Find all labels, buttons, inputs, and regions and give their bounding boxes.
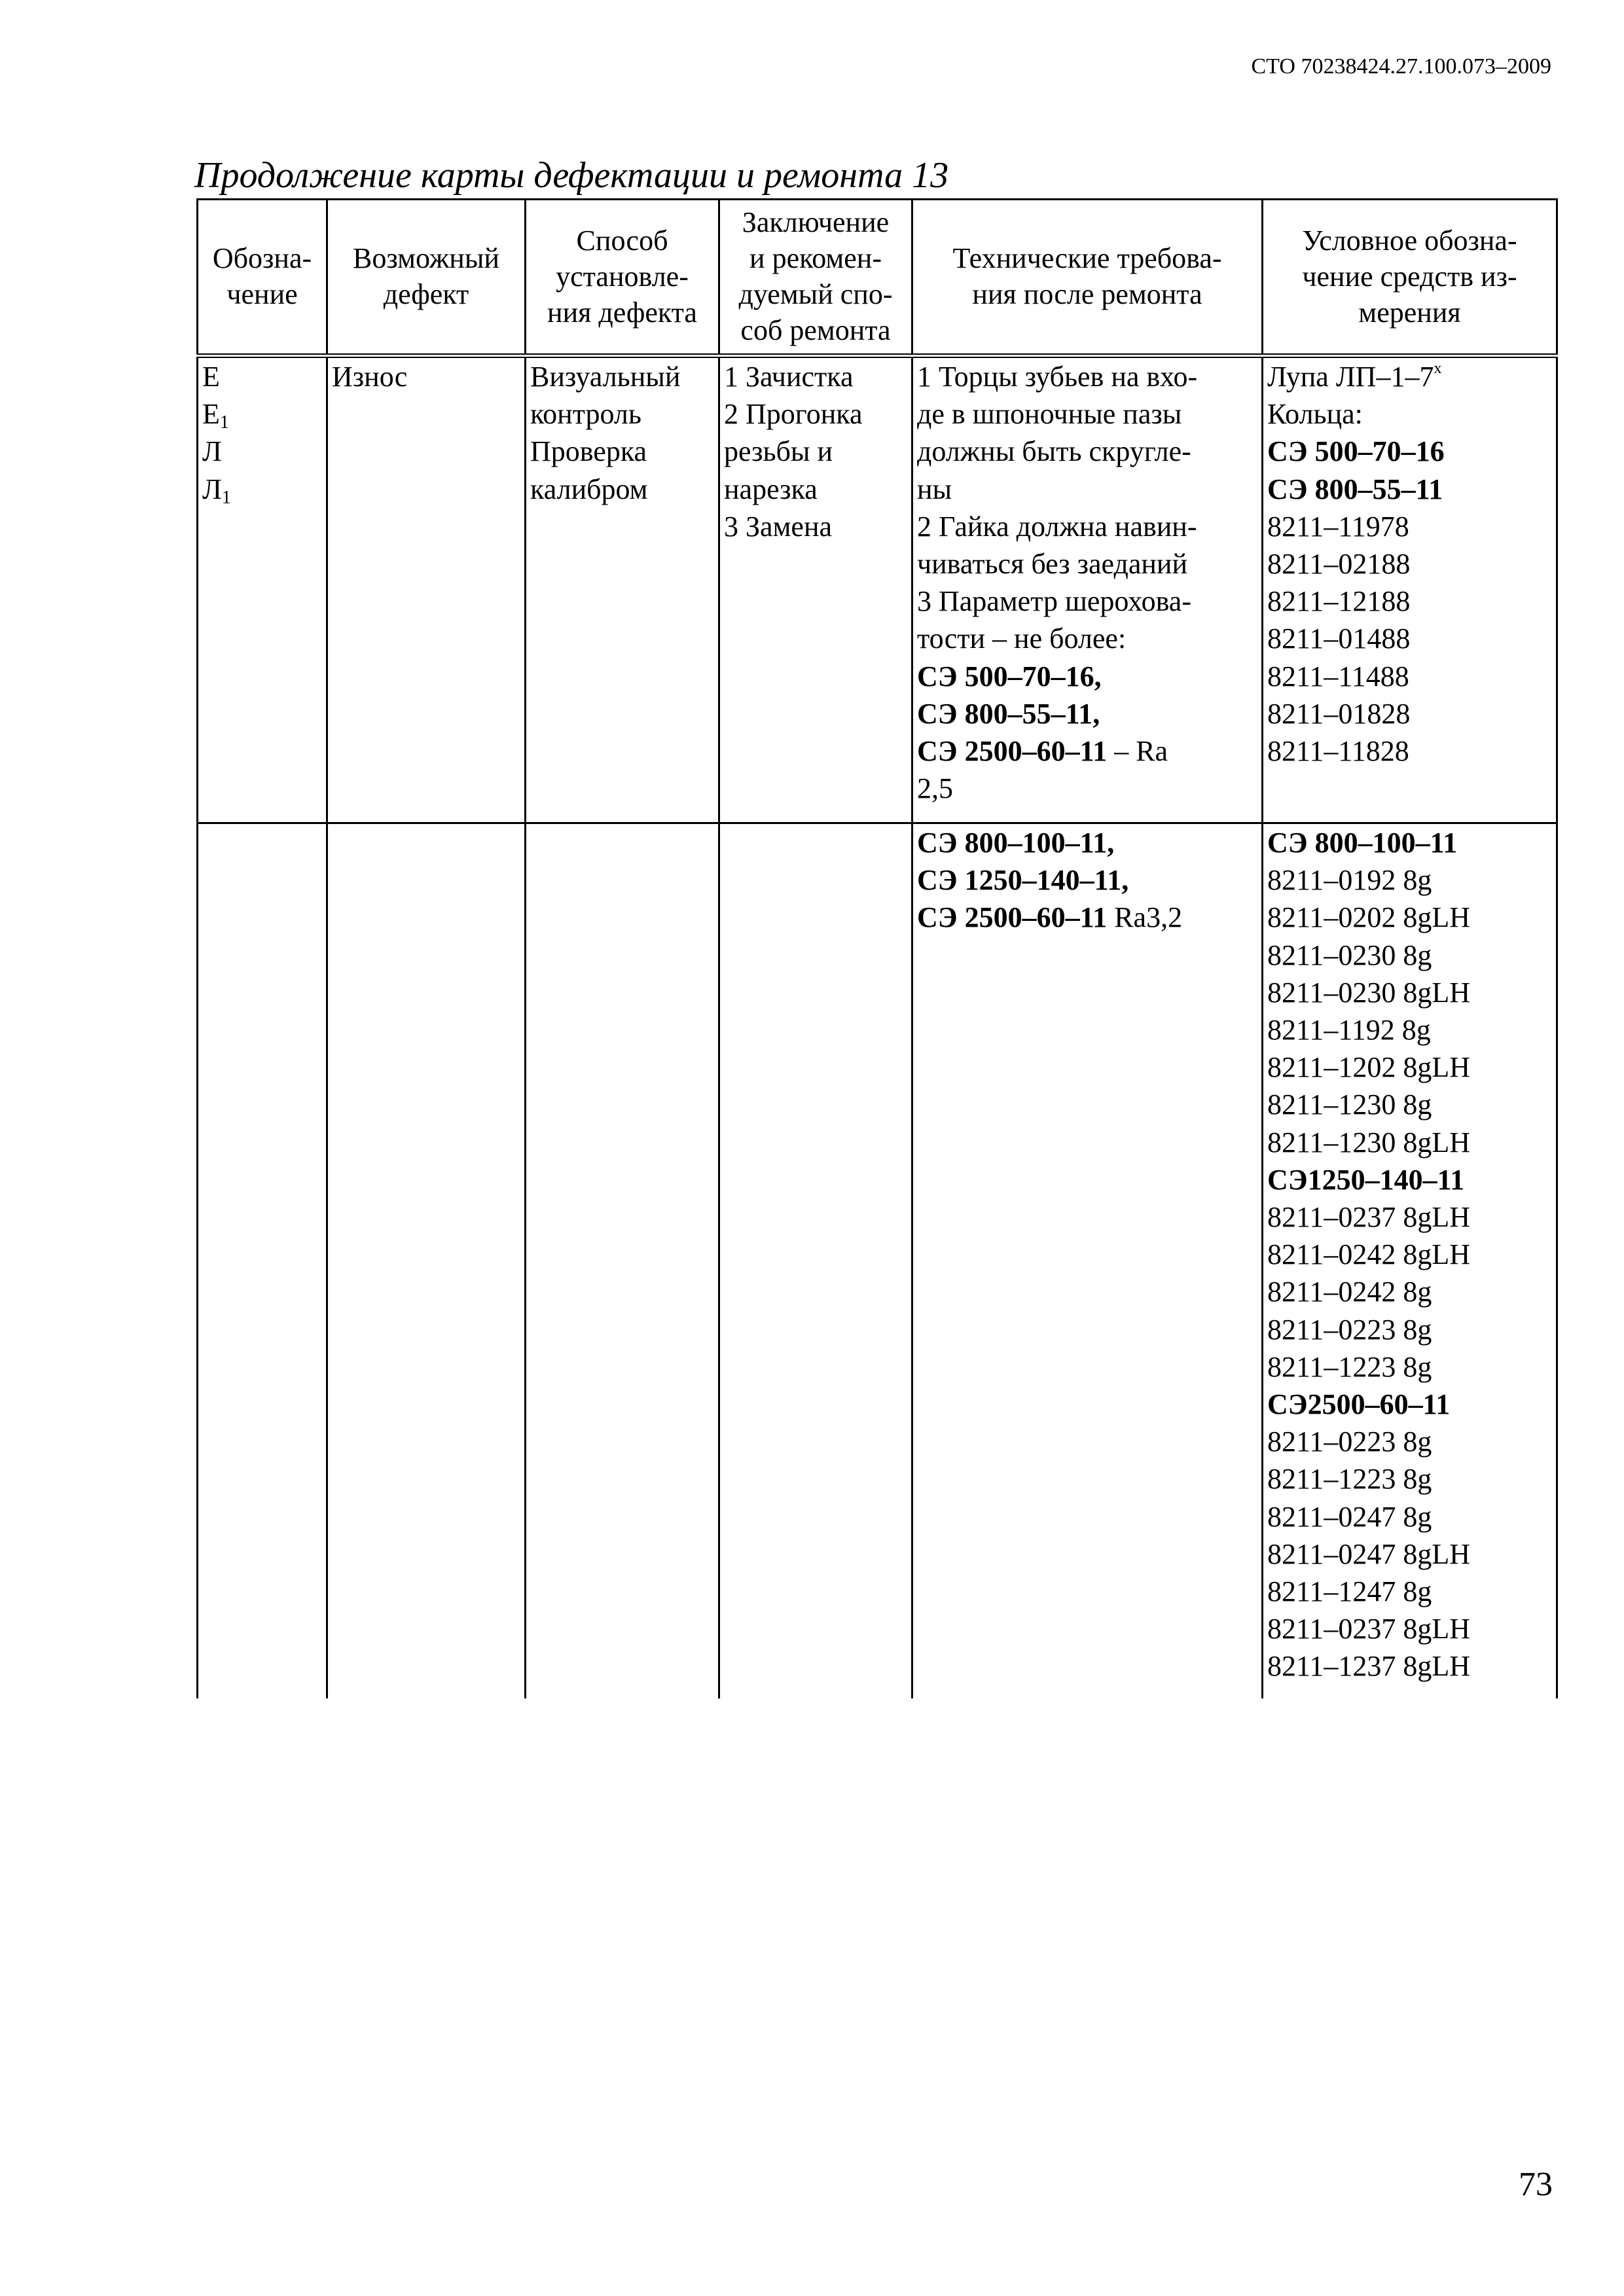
repair-line: 3 Замена	[724, 510, 833, 543]
requirement-line: должны быть скругле-	[917, 435, 1191, 468]
instrument-code: 8211–01828	[1267, 697, 1411, 730]
instrument-code: 8211–0247 8gLH	[1267, 1537, 1471, 1570]
instrument-code: 8211–1230 8g	[1267, 1088, 1432, 1121]
table-caption: Продолжение карты дефектации и ремонта 13	[194, 155, 949, 196]
defect-text: Износ	[332, 361, 408, 393]
instrument-code: 8211–02188	[1267, 548, 1411, 581]
header-designation	[198, 200, 327, 356]
requirement-standard: СЭ 800–55–11,	[917, 697, 1100, 730]
requirement-standard: СЭ 1250–140–11,	[917, 864, 1129, 897]
method-line: контроль	[530, 398, 641, 431]
designation-e: Е	[202, 361, 220, 393]
instrument-standard: СЭ1250–140–11	[1267, 1163, 1465, 1196]
header-line: и рекомен-	[749, 242, 882, 274]
cell-defect	[327, 356, 526, 823]
instrument-code: 8211–0223 8g	[1267, 1426, 1432, 1458]
header-line: Способ	[576, 224, 668, 257]
instrument-code: 8211–11828	[1267, 735, 1409, 768]
cell-defect	[327, 823, 526, 1699]
instrument-code: 8211–01488	[1267, 622, 1411, 655]
header-line: установле-	[556, 260, 689, 293]
requirement-line: 3 Параметр шерохова-	[917, 585, 1191, 618]
repair-line: 1 Зачистка	[724, 361, 854, 393]
cell-repair-conclusion	[719, 823, 912, 1699]
instrument-code: 8211–1237 8gLH	[1267, 1650, 1471, 1683]
cell-repair-conclusion	[719, 356, 912, 823]
instrument-code: 8211–1223 8g	[1267, 1350, 1432, 1383]
header-line: ния дефекта	[547, 296, 697, 329]
header-line: Заключение	[742, 206, 890, 238]
cell-measuring-instruments	[1263, 823, 1557, 1699]
header-line: Обозна-	[212, 242, 312, 274]
instrument-code: 8211–0242 8g	[1267, 1276, 1432, 1308]
header-line: дуемый спо-	[738, 278, 893, 310]
instrument-code: 8211–1223 8g	[1267, 1463, 1432, 1496]
instrument-rings-label: Кольца:	[1267, 398, 1363, 431]
requirement-standard-bold: СЭ 2500–60–11	[917, 735, 1108, 768]
instrument-code: 8211–11978	[1267, 510, 1409, 543]
instrument-code: 8211–1247 8g	[1267, 1575, 1432, 1608]
requirement-standard: СЭ 500–70–16,	[917, 660, 1102, 692]
defect-repair-table	[196, 198, 1558, 1698]
cell-technical-requirements	[912, 356, 1263, 823]
repair-line: 2 Прогонка	[724, 398, 863, 431]
header-line: ния после ремонта	[972, 278, 1202, 310]
instrument-code: 8211–0242 8gLH	[1267, 1238, 1471, 1271]
instrument-loupe	[1267, 358, 1552, 395]
header-line: соб ремонта	[740, 314, 891, 346]
requirement-line: чиваться без заеданий	[917, 548, 1187, 581]
instrument-code: 8211–0223 8g	[1267, 1313, 1432, 1346]
instrument-standard: СЭ 800–55–11	[1267, 473, 1443, 505]
method-line: калибром	[530, 473, 648, 505]
cell-measuring-instruments	[1263, 356, 1557, 823]
instrument-code: 8211–0192 8g	[1267, 864, 1432, 897]
header-line: Условное обозна-	[1302, 224, 1517, 257]
instrument-standard: СЭ 800–100–11	[1267, 827, 1458, 859]
header-line: Возможный	[353, 242, 499, 274]
instrument-code: 8211–0230 8g	[1267, 939, 1432, 971]
header-repair-conclusion	[719, 200, 912, 356]
header-line: дефект	[383, 278, 469, 310]
cell-technical-requirements	[912, 823, 1263, 1699]
repair-line: резьбы и	[724, 435, 833, 468]
instrument-code: 8211–0237 8gLH	[1267, 1201, 1471, 1234]
requirement-ra-value: 2,5	[917, 772, 953, 805]
requirement-line: ны	[917, 473, 952, 505]
designation-e1-base: Е	[202, 398, 220, 431]
table-header-row	[198, 200, 1557, 356]
repair-line: нарезка	[724, 473, 818, 505]
designation-e1	[202, 395, 322, 433]
header-measuring-instruments	[1263, 200, 1557, 356]
cell-designation	[198, 823, 327, 1699]
header-line: Технические требова-	[952, 242, 1222, 274]
header-defect	[327, 200, 526, 356]
requirement-line: де в шпоночные пазы	[917, 398, 1182, 431]
document-code: СТО 70238424.27.100.073–2009	[1251, 54, 1551, 79]
cell-detection-method	[526, 823, 719, 1699]
requirement-ra-label: Ra3,2	[1107, 901, 1183, 934]
instrument-standard: СЭ 500–70–16	[1267, 435, 1445, 468]
designation-l1-base: Л	[202, 473, 222, 505]
designation-l1	[202, 471, 322, 508]
requirement-standard-ra	[917, 732, 1257, 770]
header-line: мерения	[1358, 296, 1461, 329]
instrument-code: 8211–12188	[1267, 585, 1411, 618]
designation-l1-sub: 1	[221, 487, 231, 508]
requirement-line: тости – не более:	[917, 622, 1127, 655]
instrument-standard: СЭ2500–60–11	[1267, 1388, 1451, 1421]
instrument-code: 8211–11488	[1267, 660, 1409, 692]
instrument-code: 8211–1230 8gLH	[1267, 1126, 1471, 1158]
designation-e1-sub: 1	[219, 412, 229, 433]
designation-l: Л	[202, 435, 222, 468]
instrument-loupe-text: Лупа ЛП–1–7	[1267, 361, 1434, 393]
requirement-ra-label: – Ra	[1107, 735, 1168, 768]
instrument-loupe-sup: х	[1434, 360, 1442, 377]
instrument-code: 8211–0237 8gLH	[1267, 1613, 1471, 1645]
table-row	[198, 823, 1557, 1699]
header-detection-method	[526, 200, 719, 356]
requirement-standard: СЭ 800–100–11,	[917, 827, 1115, 859]
method-line: Визуальный	[530, 361, 681, 393]
requirement-line: 1 Торцы зубьев на вхо-	[917, 361, 1198, 393]
instrument-code: 8211–0202 8gLH	[1267, 901, 1471, 934]
method-line: Проверка	[530, 435, 647, 468]
instrument-code: 8211–1192 8g	[1267, 1014, 1431, 1047]
instrument-code: 8211–1202 8gLH	[1267, 1051, 1471, 1084]
cell-detection-method	[526, 356, 719, 823]
header-technical-requirements	[912, 200, 1263, 356]
instrument-code: 8211–0230 8gLH	[1267, 976, 1471, 1009]
header-line: чение средств из-	[1302, 260, 1517, 293]
header-line: чение	[226, 278, 298, 310]
requirement-standard-ra	[917, 899, 1257, 936]
table-row	[198, 356, 1557, 823]
page-number: 73	[1519, 2166, 1553, 2203]
requirement-standard-bold: СЭ 2500–60–11	[917, 901, 1108, 934]
instrument-code: 8211–0247 8g	[1267, 1500, 1432, 1533]
cell-designation	[198, 356, 327, 823]
requirement-line: 2 Гайка должна навин-	[917, 510, 1197, 543]
